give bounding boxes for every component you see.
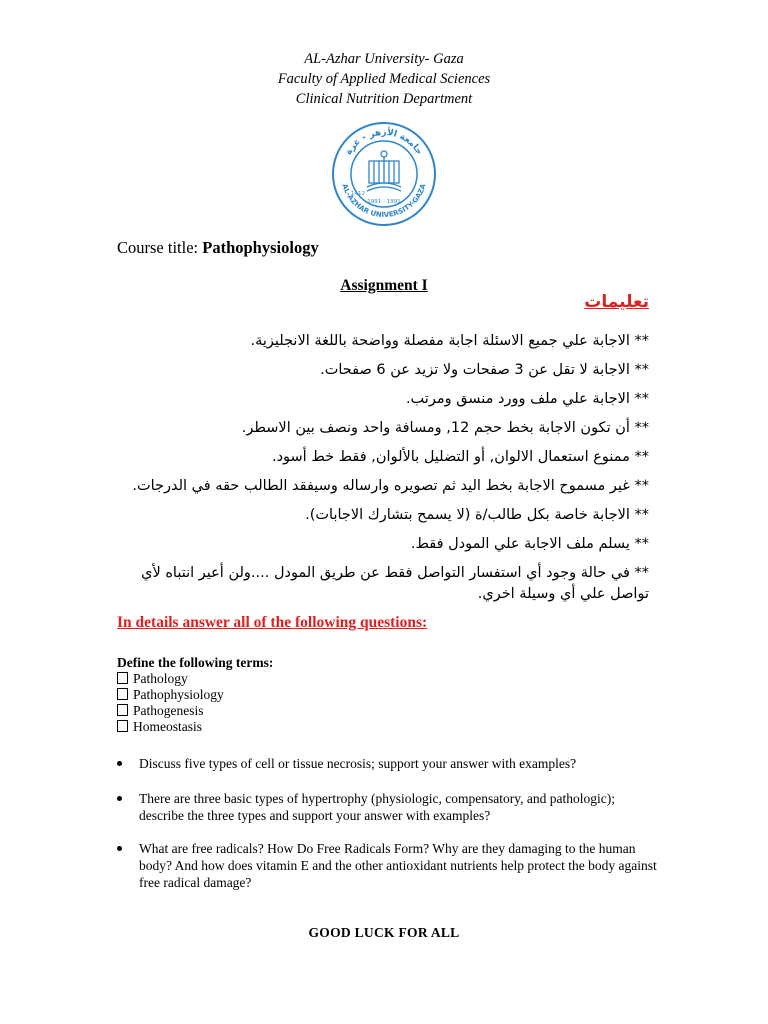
- faculty-name: Faculty of Applied Medical Sciences: [277, 71, 491, 87]
- department-name: Clinical Nutrition Department: [295, 91, 473, 107]
- course-title: [117, 238, 319, 258]
- seal-year-left: 1412: [351, 191, 365, 197]
- instruction-item: ** غير مسموح الاجابة بخط اليد ثم تصويره وارساله وسيفقد الطالب حقه في الدرجات.: [132, 478, 649, 494]
- instruction-item: ** الاجابة علي ملف وورد منسق ومرتب.: [405, 391, 649, 407]
- bullet-icon: [117, 761, 122, 766]
- checkbox-icon: [117, 704, 128, 716]
- seal-text-english: AL-AZHAR UNIVERSITY-GAZA: [340, 182, 428, 220]
- seal-text-arabic: جامعة الأزهر - غزة: [343, 127, 425, 157]
- instruction-item: ** في حالة وجود أي استفسار التواصل فقط عن طريق المودل ....ولن أعير انتباه لأي تواصل علي أي وسيلة اخري.: [141, 565, 649, 602]
- university-name: AL-Azhar University- Gaza: [304, 51, 464, 67]
- university-seal-logo: [331, 121, 437, 227]
- term-item: Pathophysiology: [117, 687, 224, 703]
- instruction-item: ** الاجابة خاصة بكل طالب/ة (لا يسمح بتشارك الاجابات).: [305, 507, 649, 523]
- questions-heading: In details answer all of the following questions:: [117, 614, 428, 631]
- bullet-icon: [117, 846, 122, 851]
- instruction-item: ** الاجابة علي جميع الاسئلة اجابة مفصلة وواضحة باللغة الانجليزية.: [250, 333, 649, 349]
- assignment-title: Assignment I: [340, 277, 428, 294]
- term-item: Homeostasis: [117, 719, 202, 735]
- instruction-item: ** يسلم ملف الاجابة علي المودل فقط.: [410, 536, 649, 552]
- term-item: Pathology: [117, 671, 188, 687]
- checkbox-icon: [117, 688, 128, 700]
- instruction-item: ** أن تكون الاجابة بخط حجم 12, ومسافة واحد ونصف بين الاسطر.: [241, 420, 649, 436]
- define-heading: Define the following terms:: [117, 655, 274, 670]
- seal-year-mid: 1991 - 1991: [367, 199, 401, 205]
- course-label: Course title:: [117, 238, 203, 257]
- instructions-heading: تعليمات: [584, 292, 649, 312]
- term-item: Pathogenesis: [117, 703, 204, 719]
- closing-text: GOOD LUCK FOR ALL: [308, 925, 460, 940]
- bullet-icon: [117, 796, 122, 801]
- checkbox-icon: [117, 672, 128, 684]
- instruction-item: ** ممنوع استعمال الالوان, أو التضليل بالألوان, فقط خط أسود.: [271, 449, 649, 465]
- instruction-item: ** الاجابة لا تقل عن 3 صفحات ولا تزيد عن 6 صفحات.: [320, 362, 649, 378]
- course-value: Pathophysiology: [202, 238, 319, 257]
- checkbox-icon: [117, 720, 128, 732]
